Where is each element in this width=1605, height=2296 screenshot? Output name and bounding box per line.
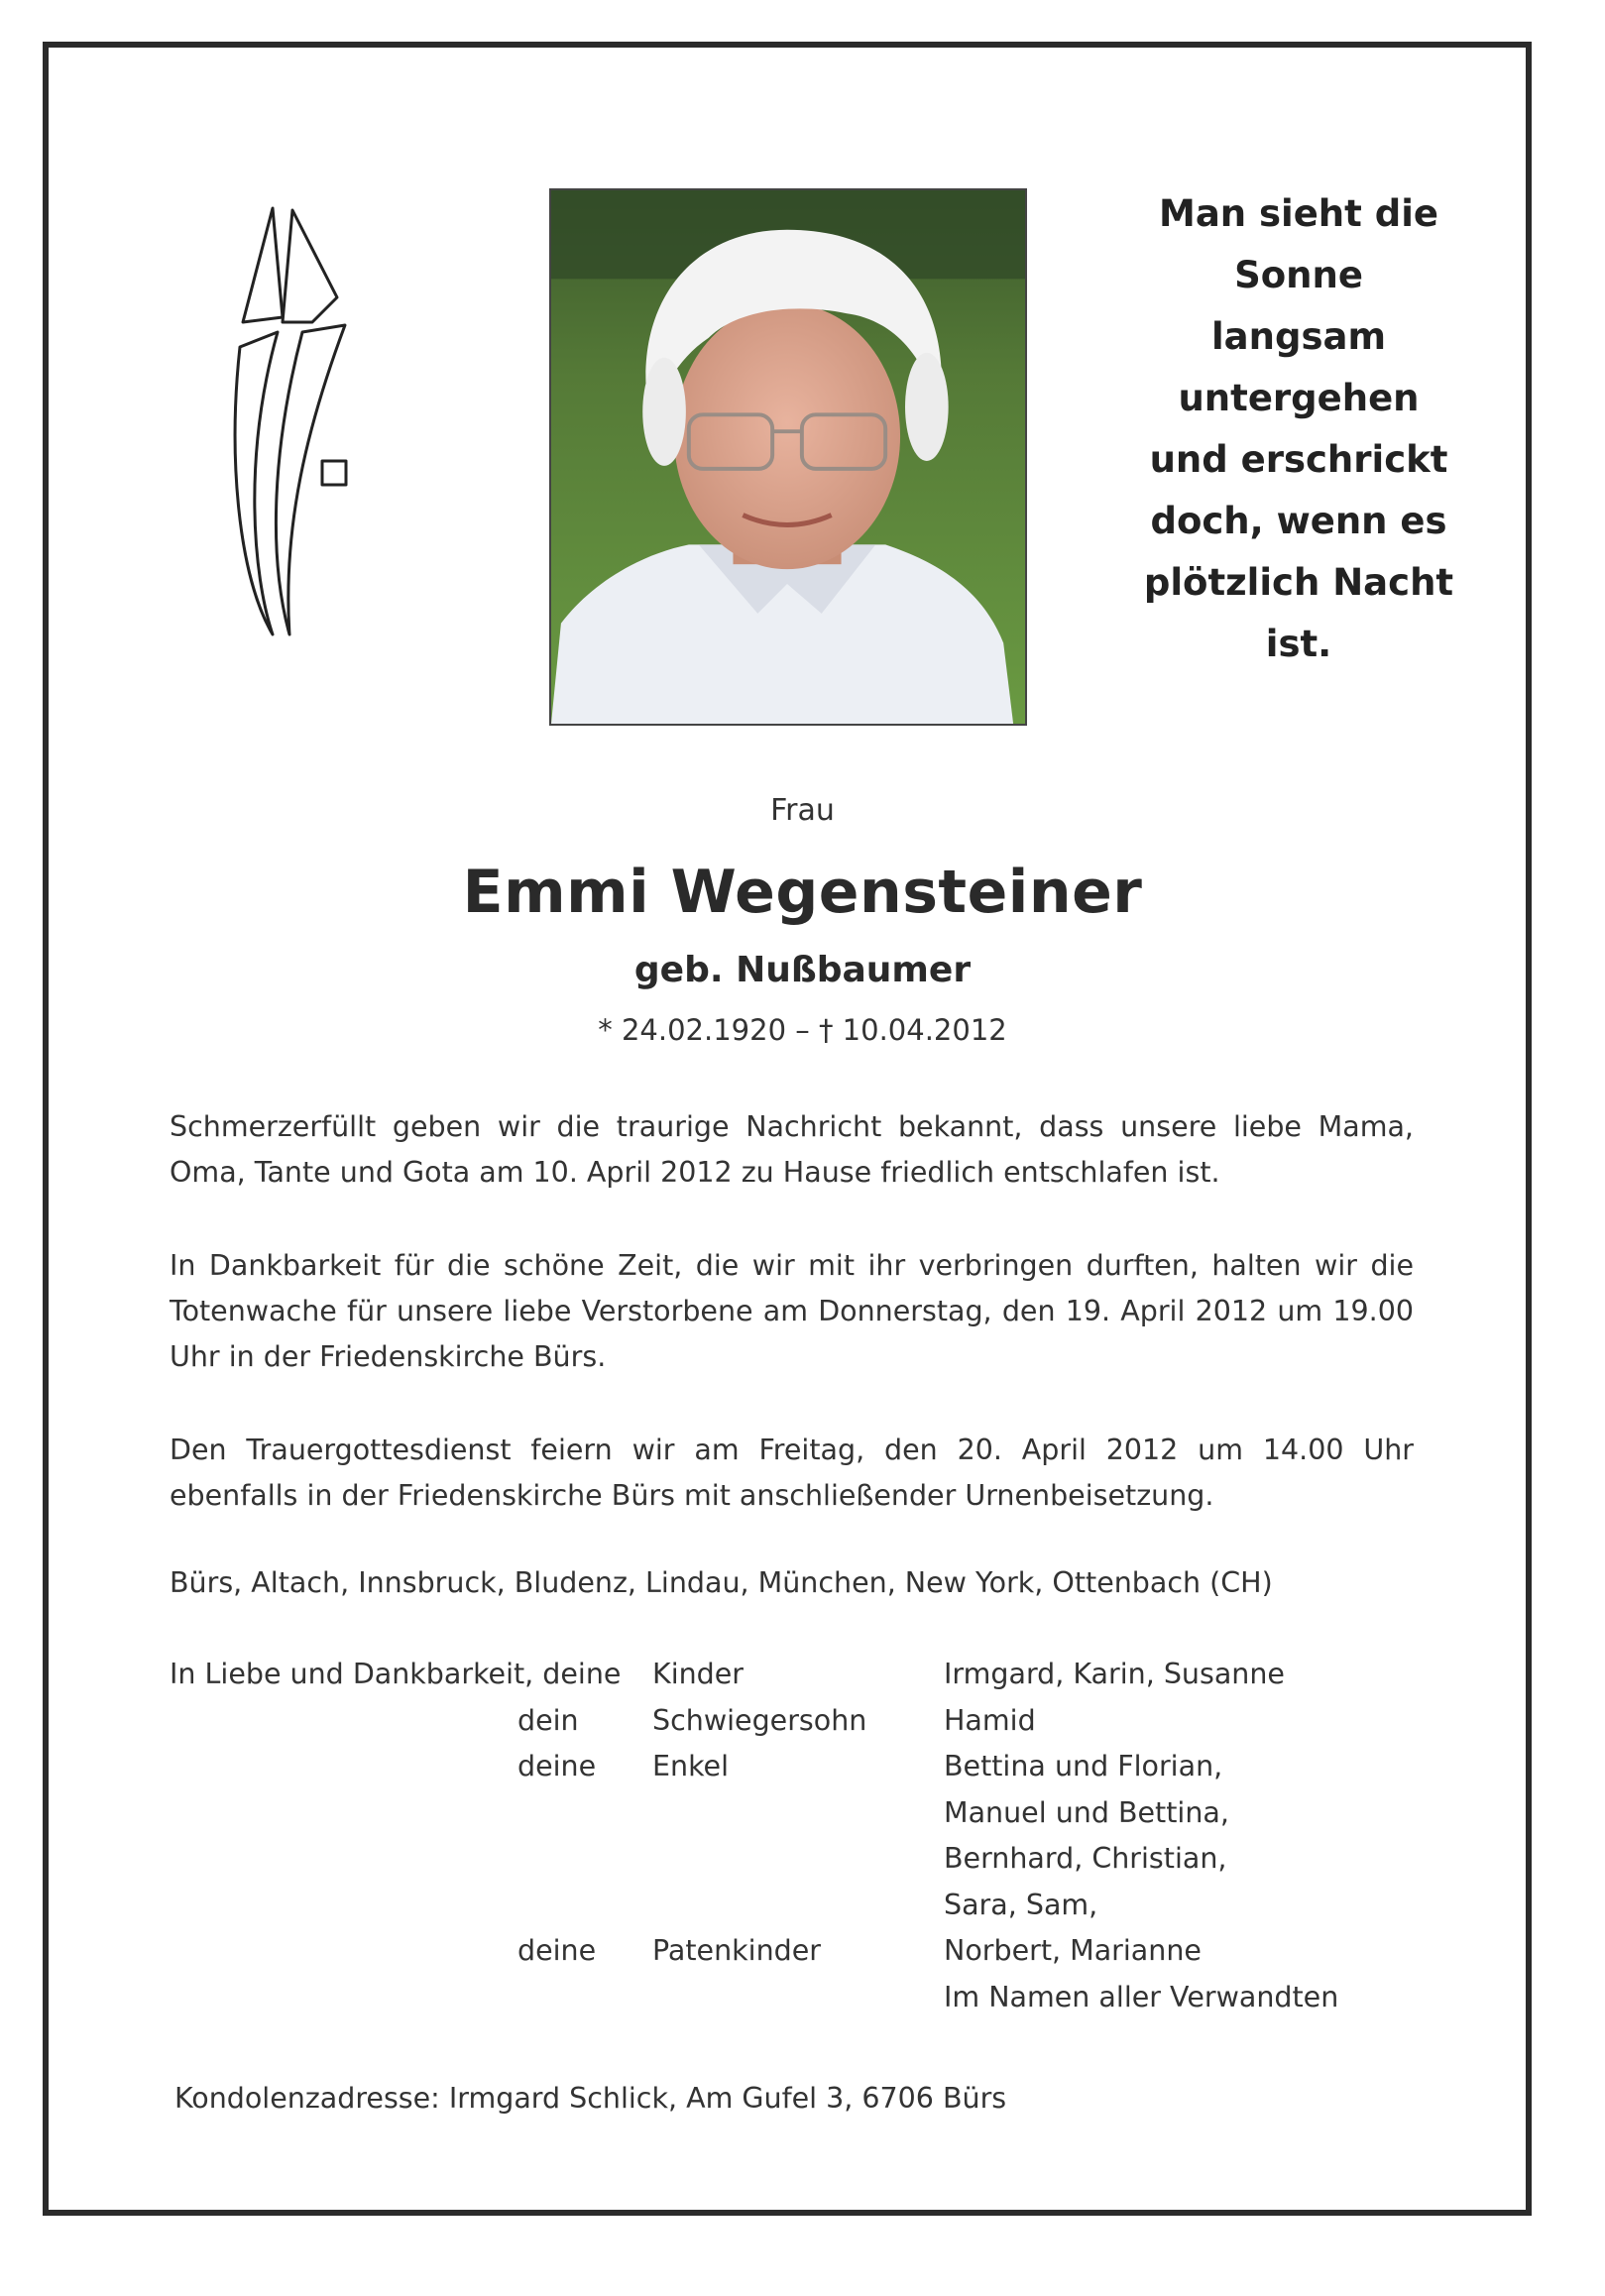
- mourner-names: Hamid: [944, 1703, 1036, 1737]
- places-line: Bürs, Altach, Innsbruck, Bludenz, Lindau, München, New York, Ottenbach (CH): [170, 1566, 1273, 1599]
- quote-line: plötzlich Nacht: [1143, 561, 1454, 604]
- cross-icon: [228, 198, 367, 654]
- mourner-article: deine: [517, 1750, 597, 1782]
- mourner-relation: Patenkinder: [652, 1934, 821, 1967]
- service-paragraph: Den Trauergottesdienst feiern wir am Freitag, den 20. April 2012 um 14.00 Uhr ebenfalls in der Friedenskirche Bürs mit anschließender Urnenbeisetzung.: [170, 1434, 1414, 1512]
- memorial-quote: [1110, 183, 1487, 675]
- mourner-row: [0, 1842, 1605, 1889]
- mourner-names: Bettina und Florian,: [944, 1750, 1223, 1782]
- mourner-relation: Enkel: [652, 1750, 730, 1782]
- mourner-row: [0, 1981, 1605, 2027]
- announcement-paragraph: Schmerzerfüllt geben wir die traurige Nachricht bekannt, dass unsere liebe Mama, Oma, Tante und Gota am 10. April 2012 zu Hause friedlich entschlafen ist.: [170, 1110, 1414, 1189]
- quote-line: Man sieht die: [1159, 192, 1438, 235]
- mourner-row: [0, 1750, 1605, 1796]
- condolence-address: Kondolenzadresse: Irmgard Schlick, Am Gufel 3, 6706 Bürs: [174, 2082, 1007, 2115]
- mourner-relation: Schwiegersohn: [652, 1703, 867, 1737]
- quote-line: doch, wenn es: [1150, 500, 1447, 542]
- mourner-names: Norbert, Marianne: [944, 1934, 1202, 1967]
- mourner-row: [0, 1704, 1605, 1751]
- mourner-names: Im Namen aller Verwandten: [944, 1980, 1339, 2013]
- mourner-row: [0, 1796, 1605, 1843]
- quote-line: Sonne: [1234, 254, 1363, 296]
- maiden-name: geb. Nußbaumer: [633, 950, 972, 990]
- mourner-article: deine: [517, 1934, 597, 1967]
- mourner-relation: Kinder: [652, 1658, 745, 1690]
- mourner-row: [0, 1658, 1605, 1704]
- mourner-names: Irmgard, Karin, Susanne: [944, 1658, 1285, 1690]
- mourner-intro: In Liebe und Dankbarkeit, deine: [170, 1658, 622, 1690]
- mourners-list: [0, 1658, 1605, 2026]
- salutation: Frau: [770, 793, 835, 828]
- mourner-names: Bernhard, Christian,: [944, 1842, 1227, 1875]
- portrait-photo: [549, 188, 1027, 726]
- life-dates: * 24.02.1920 – † 10.04.2012: [598, 1013, 1007, 1047]
- mourner-names: Sara, Sam,: [944, 1888, 1098, 1921]
- mourner-row: [0, 1889, 1605, 1935]
- mourner-article: dein: [517, 1703, 579, 1737]
- mourner-row: [0, 1934, 1605, 1981]
- quote-line: und erschrickt: [1149, 438, 1448, 481]
- mourner-names: Manuel und Bettina,: [944, 1795, 1229, 1829]
- quote-line: langsam: [1210, 315, 1387, 358]
- quote-line: untergehen: [1178, 377, 1420, 419]
- deceased-name: Emmi Wegensteiner: [462, 858, 1143, 927]
- quote-line: ist.: [1265, 623, 1332, 665]
- wake-paragraph: In Dankbarkeit für die schöne Zeit, die wir mit ihr verbringen durften, halten wir die Totenwache für unsere liebe Verstorbene am Donnerstag, den 19. April 2012 um 19.00 Uhr in der Friedenskirche Bürs.: [170, 1249, 1414, 1373]
